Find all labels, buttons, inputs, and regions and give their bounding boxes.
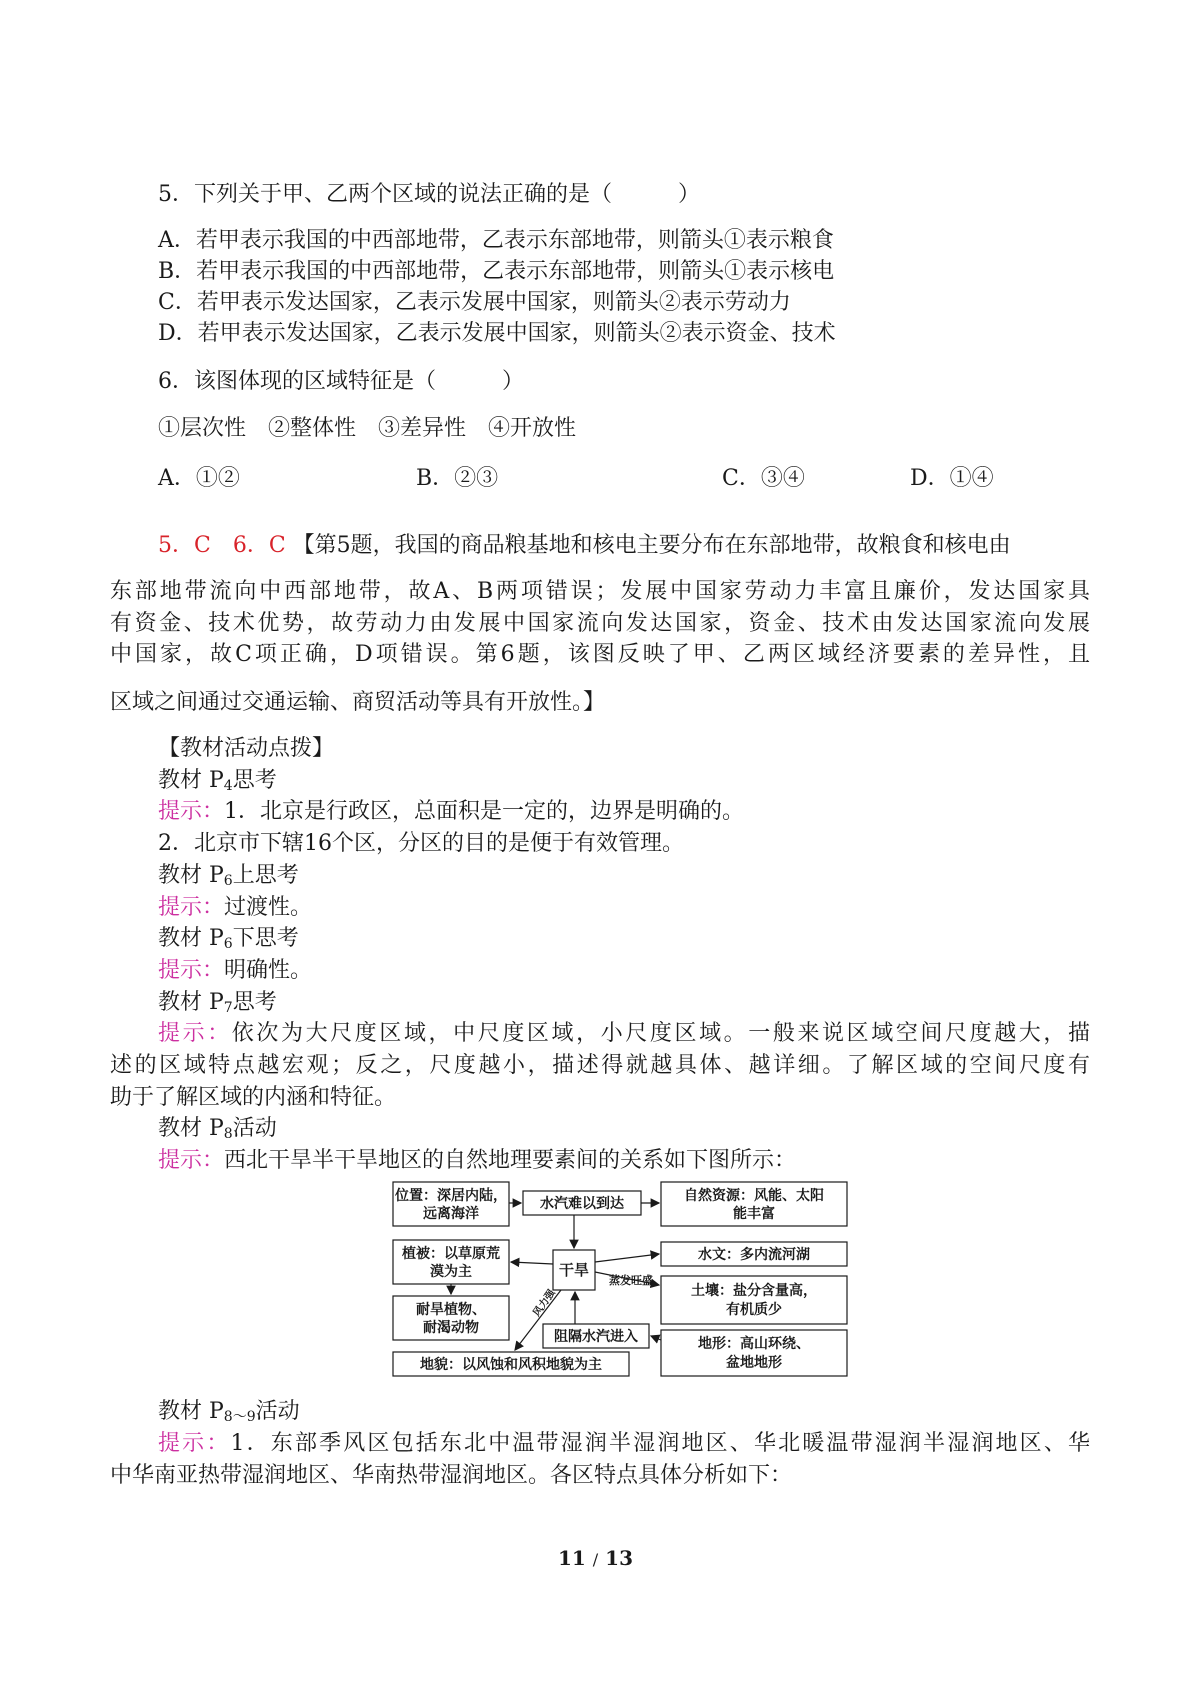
landform-text: 地貌：以风蚀和风积地貌为主 (420, 1357, 602, 1373)
q6-option-d: D．①④ (910, 466, 994, 491)
arid-region-diagram (391, 1180, 851, 1380)
q5-option-d: D．若甲表示发达国家，乙表示发展中国家，则箭头②表示资金、技术 (158, 321, 836, 346)
answer-line-1 (158, 531, 1080, 561)
resources-text-2: 能丰富 (733, 1206, 775, 1222)
vegetation-text-1: 植被：以草原荒 (402, 1246, 500, 1262)
hint-label: 提示： (158, 958, 225, 983)
hint-label: 提示： (158, 1148, 225, 1173)
q6-items: ①层次性 ②整体性 ③差异性 ④开放性 (158, 416, 577, 441)
wind-label: 风力强 (531, 1287, 558, 1319)
answer-line-3: 有资金、技术优势，故劳动力由发展中国家流向发达国家，资金、技术由发达国家流向发展 (110, 611, 1090, 636)
hint-p4-2: 2．北京市下辖16个区，分区的目的是便于有效管理。 (158, 831, 684, 856)
hydrology-text: 水文：多内流河湖 (698, 1247, 810, 1263)
location-text-1: 位置：深居内陆， (395, 1188, 507, 1204)
answer-line-5: 区域之间通过交通运输、商贸活动等具有开放性。】 (110, 690, 606, 715)
drought-plants-text-1: 耐旱植物、 (416, 1302, 486, 1318)
section-title-p7: 教材 $P_7$思考 (158, 990, 277, 1016)
q5-option-c: C．若甲表示发达国家，乙表示发展中国家，则箭头②表示劳动力 (158, 290, 791, 315)
section-title-p6-lower: 教材 $P_6$下思考 (158, 926, 299, 952)
resources-text-1: 自然资源：风能、太阳 (684, 1188, 824, 1204)
section-title-p4: 教材 $P_4$思考 (158, 768, 277, 794)
section-title-p6-upper: 教材 $P_6$上思考 (158, 863, 299, 889)
q6-option-c: C．③④ (722, 466, 805, 491)
soil-text-1: 土壤：盐分含量高， (691, 1283, 817, 1299)
vapor-hard-text: 水汽难以到达 (540, 1196, 624, 1212)
hint-p6-upper: 提示：过渡性。 (158, 895, 313, 920)
answer-key: 5．C 6．C (158, 533, 286, 558)
evaporation-label: 蒸发旺盛 (609, 1274, 653, 1287)
q5-option-a: A．若甲表示我国的中西部地带，乙表示东部地带，则箭头①表示粮食 (158, 228, 834, 253)
q5-option-b: B．若甲表示我国的中西部地带，乙表示东部地带，则箭头①表示核电 (158, 259, 835, 284)
q5-stem: 5．下列关于甲、乙两个区域的说法正确的是（ ） (158, 182, 700, 207)
drought-text: 干旱 (558, 1261, 590, 1279)
hint-p8-9-2: 中华南亚热带湿润地区、华南热带湿润地区。各区特点具体分析如下： (110, 1463, 793, 1488)
terrain-text-2: 盆地地形 (726, 1355, 782, 1371)
hint-p7-3: 助于了解区域的内涵和特征。 (110, 1085, 397, 1110)
answer-text: 【第5题，我国的商品粮基地和核电主要分布在东部地带，故粮食和核电由 (292, 533, 1011, 558)
hint-label: 提示： (158, 895, 225, 920)
hint-p7-2: 述的区域特点越宏观；反之，尺度越小，描述得就越具体、越详细。了解区域的空间尺度有 (110, 1053, 1090, 1078)
q6-option-b: B．②③ (416, 466, 499, 491)
location-text-2: 远离海洋 (423, 1206, 479, 1222)
activity-heading: 【教材活动点拨】 (158, 736, 335, 761)
page-number: 11 / 13 (557, 1546, 633, 1570)
soil-text-2: 有机质少 (726, 1302, 782, 1318)
hint-p8-9-1: 提示：1．东部季风区包括东北中温带湿润半湿润地区、华北暖温带湿润半湿润地区、华 (158, 1431, 1090, 1456)
section-title-p8-9: 教材 $P_{8\sim 9}$活动 (158, 1399, 300, 1425)
terrain-text-1: 地形：高山环绕、 (698, 1336, 810, 1352)
answer-line-2: 东部地带流向中西部地带，故A、B两项错误；发展中国家劳动力丰富且廉价，发达国家具 (110, 579, 1090, 604)
q6-option-a: A．①② (158, 466, 240, 491)
hint-label: 提示： (158, 1431, 231, 1456)
vegetation-text-2: 漠为主 (430, 1264, 472, 1280)
section-title-p8: 教材 $P_8$活动 (158, 1116, 277, 1142)
hint-p8: 提示：西北干旱半干旱地区的自然地理要素间的关系如下图所示： (158, 1148, 797, 1173)
answer-line-4: 中国家，故C项正确，D项错误。第6题，该图反映了甲、乙两区域经济要素的差异性，且 (110, 642, 1090, 667)
hint-p7-1: 提示：依次为大尺度区域，中尺度区域，小尺度区域。一般来说区域空间尺度越大，描 (158, 1021, 1090, 1046)
drought-plants-text-2: 耐渴动物 (423, 1320, 479, 1336)
hint-label: 提示： (158, 1021, 232, 1046)
q6-stem: 6．该图体现的区域特征是（ ） (158, 369, 524, 394)
block-vapor-text: 阻隔水汽进入 (554, 1329, 638, 1345)
hint-p6-lower: 提示：明确性。 (158, 958, 313, 983)
hint-label: 提示： (158, 799, 225, 824)
hint-p4-1: 提示：1．北京是行政区，总面积是一定的，边界是明确的。 (158, 799, 745, 824)
